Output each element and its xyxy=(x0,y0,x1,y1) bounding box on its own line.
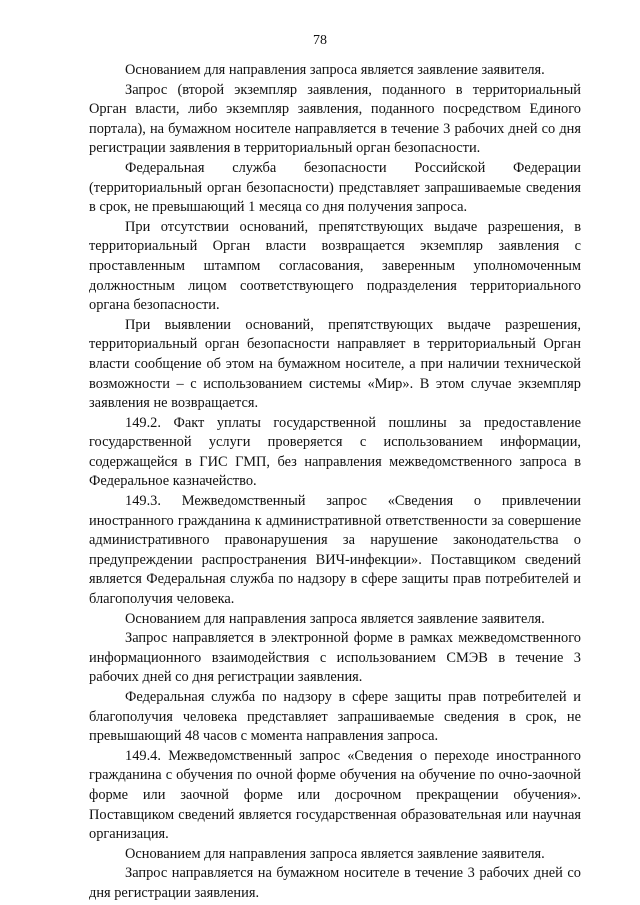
paragraph: Запрос направляется в электронной форме в рамках межведомственного информационного взаимодействия с использованием СМЭВ в течение 3 рабочих дней со дня регистрации заявления. xyxy=(89,630,581,686)
paragraph: Запрос (второй экземпляр заявления, поданного в территориальный Орган власти, либо экземпляр заявления, поданного посредством Единого портала), на бумажном носителе направляется в течение 3 рабочих дней со дня регистрации заявления в территориальный орган безопасности. xyxy=(89,81,581,157)
paragraph: При выявлении оснований, препятствующих выдаче разрешения, территориальный орган безопасности направляет в территориальный Орган власти сообщение об этом на бумажном носителе, а при наличии технической возможности – с использованием системы «Мир». В этом случае экземпляр заявления не возвращается. xyxy=(89,316,581,412)
paragraph: Основанием для направления запроса является заявление заявителя. xyxy=(125,845,545,862)
paragraph: Основанием для направления запроса является заявление заявителя. xyxy=(125,62,545,78)
paragraph: 149.2. Факт уплаты государственной пошлины за предоставление государственной услуги проверяется с использованием информации, содержащейся в ГИС ГМП, без направления межведомственного запроса в Федеральное казначейство. xyxy=(89,414,581,490)
paragraph: Федеральная служба безопасности Российской Федерации (территориальный орган безопасности) представляет запрашиваемые сведения в срок, не превышающий 1 месяца со дня получения запроса. xyxy=(89,159,581,216)
paragraph: 149.3. Межведомственный запрос «Сведения о привлечении иностранного гражданина к административной ответственности за совершение административного правонарушения за нарушение законодательства о предупреждении распространения ВИЧ-инфекции». Поставщиком сведений является Федеральная служба по надзору в сфере защиты прав потребителей и благополучия человека. xyxy=(89,493,581,608)
page-number: 78 xyxy=(313,33,327,48)
paragraph: Запрос направляется на бумажном носителе в течение 3 рабочих дней со дня регистрации заявления. xyxy=(89,865,581,901)
document-body xyxy=(89,61,581,904)
paragraph: Основанием для направления запроса является заявление заявителя. xyxy=(125,610,545,627)
paragraph: Федеральная служба по надзору в сфере защиты прав потребителей и благополучия человека представляет запрашиваемые сведения в срок, не превышающий 48 часов с момента направления запроса. xyxy=(89,689,581,745)
paragraph: 149.4. Межведомственный запрос «Сведения о переходе иностранного гражданина с обучения по очной форме обучения на обучение по очно-заочной форме или заочной форме или досрочном прекращении обучения». Поставщиком сведений является государственная образовательная или научная организация. xyxy=(89,747,581,843)
paragraph: При отсутствии оснований, препятствующих выдаче разрешения, в территориальный Орган власти возвращается экземпляр заявления с проставленным штампом согласования, заверенным уполномоченным должностным лицом соответствующего подразделения территориального органа безопасности. xyxy=(89,218,581,314)
